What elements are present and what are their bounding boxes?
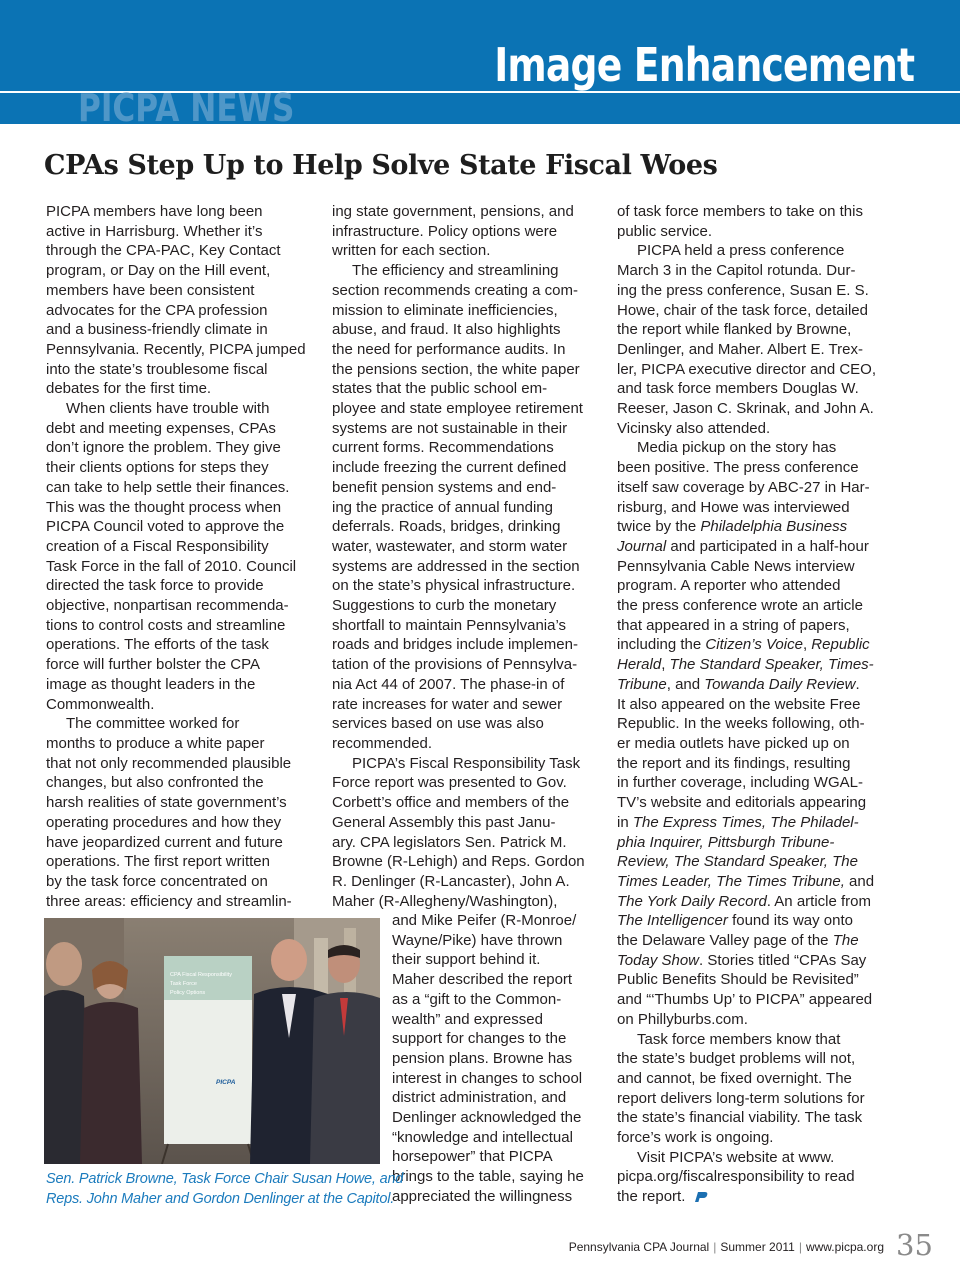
text-line: support for changes to the xyxy=(392,1030,567,1048)
text-line: section recommends creating a com- xyxy=(332,281,578,299)
text-line: recommended. xyxy=(332,734,433,752)
text-line: Pennsylvania. Recently, PICPA jumped xyxy=(46,340,306,358)
text-line: as a “gift to the Common- xyxy=(392,990,562,1008)
photo-caption xyxy=(46,1169,404,1209)
text-line: PICPA held a press conference xyxy=(637,242,845,260)
text-line: PICPA members have long been xyxy=(46,203,263,220)
text-line: services based on use was also xyxy=(332,715,544,733)
italic-title: The York Daily Record xyxy=(617,892,767,910)
header-banner xyxy=(0,0,960,130)
article-column-1 xyxy=(46,202,314,911)
text-line: infrastructure. Policy options were xyxy=(332,222,558,240)
text-line: the need for performance audits. In xyxy=(332,340,566,358)
text-line: three areas: efficiency and streamlin- xyxy=(46,892,292,910)
text-line: Review, The Standard Speaker, The xyxy=(617,853,858,871)
text-line: force will further bolster the CPA xyxy=(46,656,260,674)
text-line: deferrals. Roads, bridges, drinking xyxy=(332,518,561,536)
text-line: Reeser, Jason C. Skrinak, and John A. xyxy=(617,400,874,418)
text-run: and participated in a half-hour xyxy=(666,537,869,555)
text-line: Corbett’s office and members of the xyxy=(332,794,570,812)
text-line: nia Act 44 of 2007. The phase-in of xyxy=(332,675,565,693)
text-line xyxy=(617,1187,885,1207)
footer-separator: | xyxy=(713,1240,717,1254)
journal-name: Pennsylvania CPA Journal xyxy=(568,1240,710,1254)
publication-section-label: PICPA NEWS xyxy=(78,86,295,130)
text-line: and task force members Douglas W. xyxy=(617,380,859,398)
text-line: directed the task force to provide xyxy=(46,577,264,595)
text-line: through the CPA-PAC, Key Contact xyxy=(46,242,281,260)
text-line: Public Benefits Should be Revisited” xyxy=(617,971,859,989)
text-line: in further coverage, including WGAL- xyxy=(617,774,863,792)
section-title: Image Enhancement xyxy=(493,38,914,92)
text-line: changes, but also confronted the xyxy=(46,774,264,792)
text-line: objective, nonpartisan recommenda- xyxy=(46,597,289,615)
text-line: the pensions section, the white paper xyxy=(332,360,580,378)
article-headline: CPAs Step Up to Help Solve State Fiscal Woes xyxy=(44,150,718,181)
text-line: Denlinger acknowledged the xyxy=(392,1109,582,1127)
text-line: and “‘Thumbs Up’ to PICPA” appeared xyxy=(617,991,873,1009)
text-line: The efficiency and streamlining xyxy=(352,262,559,280)
text-line: the state’s budget problems will not, xyxy=(617,1050,856,1068)
text-line: the report while flanked by Browne, xyxy=(617,321,852,339)
text-line: on the state’s physical infrastructure. xyxy=(332,577,576,595)
text-line: mission to eliminate inefficiencies, xyxy=(332,301,558,319)
text-line: Howe, chair of the task force, detailed xyxy=(617,301,868,319)
text-line: horsepower” that PICPA xyxy=(392,1148,553,1166)
text-line: report delivers long-term solutions for xyxy=(617,1089,865,1107)
text-line: program. A reporter who attended xyxy=(617,577,841,595)
text-line: active in Harrisburg. Whether it’s xyxy=(46,222,263,240)
text-line: Republic. In the weeks following, oth- xyxy=(617,715,865,733)
text-line: roads and bridges include implemen- xyxy=(332,636,578,654)
text-line: Task force members know that xyxy=(637,1030,841,1048)
text-line: and Mike Peifer (R-Monroe/ xyxy=(392,912,577,929)
text-line: PICPA’s Fiscal Responsibility Task xyxy=(352,754,581,772)
text-run: , and xyxy=(666,675,705,693)
italic-title: Times Leader, The Times Tribune, xyxy=(617,872,845,890)
text-line xyxy=(617,517,885,537)
text-line: interest in changes to school xyxy=(392,1069,583,1087)
text-line: their support behind it. xyxy=(392,951,541,969)
italic-title: Republic xyxy=(811,636,870,654)
text-run: including the xyxy=(617,636,706,654)
text-line: Visit PICPA’s website at www. xyxy=(637,1148,835,1166)
text-line xyxy=(617,537,885,557)
text-line xyxy=(617,951,885,971)
text-line: ing state government, pensions, and xyxy=(332,203,574,220)
text-line xyxy=(617,813,885,833)
text-line: appreciated the willingness xyxy=(392,1187,573,1205)
article-column-2 xyxy=(332,202,600,911)
text-line: that not only recommended plausible xyxy=(46,754,292,772)
text-line: force’s work is ongoing. xyxy=(617,1129,774,1147)
text-line: advocates for the CPA profession xyxy=(46,301,268,319)
text-line: systems are addressed in the section xyxy=(332,557,580,575)
text-line: ing the press conference, Susan E. S. xyxy=(617,281,869,299)
text-line: brings to the table, saying he xyxy=(392,1168,584,1186)
italic-title: Herald xyxy=(617,656,662,674)
text-line: Maher (R-Allegheny/Washington), xyxy=(332,892,558,910)
text-line: Denlinger, and Maher. Albert E. Trex- xyxy=(617,340,863,358)
website-url: www.picpa.org xyxy=(805,1240,884,1254)
text-line: include freezing the current defined xyxy=(332,459,567,477)
text-line: “knowledge and intellectual xyxy=(392,1128,573,1146)
press-conference-photo xyxy=(44,918,380,1164)
text-line: and a business-friendly climate in xyxy=(46,321,268,339)
text-line: tation of the provisions of Pennsylva- xyxy=(332,656,578,674)
page-number: 35 xyxy=(896,1228,933,1262)
text-line: General Assembly this past Janu- xyxy=(332,813,556,831)
text-line: debt and meeting expenses, CPAs xyxy=(46,419,276,437)
caption-line: Sen. Patrick Browne, Task Force Chair Susan Howe, and xyxy=(46,1171,404,1187)
text-line: and cannot, be fixed overnight. The xyxy=(617,1069,852,1087)
text-line xyxy=(617,911,885,931)
text-line: Maher described the report xyxy=(392,971,573,989)
text-line: states that the public school em- xyxy=(332,380,548,398)
text-line: TV’s website and editorials appearing xyxy=(617,794,867,812)
text-line: Task Force in the fall of 2010. Council xyxy=(46,557,297,575)
italic-title: Towanda Daily Review xyxy=(704,675,856,693)
text-run: the report. xyxy=(617,1188,686,1206)
text-line: Pennsylvania Cable News interview xyxy=(617,557,855,575)
text-line: pension plans. Browne has xyxy=(392,1049,573,1067)
footer-separator: | xyxy=(798,1240,802,1254)
text-run: , xyxy=(661,656,670,674)
italic-title: Today Show xyxy=(617,951,700,969)
text-line: into the state’s troublesome fiscal xyxy=(46,360,268,378)
text-line: debates for the first time. xyxy=(46,380,212,398)
text-line: When clients have trouble with xyxy=(66,400,270,418)
text-line: This was the thought process when xyxy=(46,498,282,516)
text-line: the report and its findings, resulting xyxy=(617,754,851,772)
text-line: ary. CPA legislators Sen. Patrick M. xyxy=(332,833,567,851)
text-line: members have been consistent xyxy=(46,281,255,299)
text-line: program, or Day on the Hill event, xyxy=(46,262,271,280)
text-run: twice by the xyxy=(617,518,701,536)
text-line: written for each section. xyxy=(332,242,491,260)
text-run: found its way onto xyxy=(727,912,853,930)
text-line: don’t ignore the problem. They give xyxy=(46,439,281,457)
text-line: Browne (R-Lehigh) and Reps. Gordon xyxy=(332,853,585,871)
text-run: in xyxy=(617,813,633,831)
photo-illustration xyxy=(44,918,380,1164)
text-line: operating procedures and how they xyxy=(46,813,282,831)
text-line: Suggestions to curb the monetary xyxy=(332,597,557,615)
text-line: can take to help settle their finances. xyxy=(46,478,290,496)
text-line: shortfall to maintain Pennsylvania’s xyxy=(332,616,567,634)
text-line: operations. The first report written xyxy=(46,853,270,871)
picpa-end-mark-icon xyxy=(691,1191,709,1203)
text-line: on Phillyburbs.com. xyxy=(617,1010,748,1028)
text-line xyxy=(617,655,885,675)
text-line: public service. xyxy=(617,222,713,240)
italic-title: Citizen’s Voice xyxy=(705,636,803,654)
text-line: of task force members to take on this xyxy=(617,203,863,220)
italic-title: Tribune xyxy=(617,675,667,693)
text-line: The committee worked for xyxy=(66,715,240,733)
italic-title: The Express Times, The Philadel- xyxy=(632,813,859,831)
text-line: have jeopardized current and future xyxy=(46,833,283,851)
text-line: risburg, and Howe was interviewed xyxy=(617,498,850,516)
text-line: Tribune, and Towanda Daily Review. xyxy=(617,675,860,693)
text-line: Media pickup on the story has xyxy=(637,439,837,457)
text-run: and xyxy=(844,872,875,890)
text-line: phia Inquirer, Pittsburgh Tribune- xyxy=(617,833,835,851)
text-run: the Delaware Valley page of the xyxy=(617,932,833,950)
text-line xyxy=(617,635,885,655)
text-line: ing the practice of annual funding xyxy=(332,498,553,516)
text-line: been positive. The press conference xyxy=(617,459,859,477)
italic-title: The xyxy=(832,932,859,950)
text-line: by the task force concentrated on xyxy=(46,872,268,890)
text-line: the press conference wrote an article xyxy=(617,597,863,615)
text-line: ployee and state employee retirement xyxy=(332,400,583,418)
text-line xyxy=(617,872,885,892)
text-line: harsh realities of state government’s xyxy=(46,794,287,812)
text-line: water, wastewater, and storm water xyxy=(332,537,568,555)
text-line: abuse, and fraud. It also highlights xyxy=(332,321,561,339)
italic-title: Journal xyxy=(617,537,667,555)
text-line: tions to control costs and streamline xyxy=(46,616,286,634)
italic-title: The Standard Speaker, Times- xyxy=(669,656,874,674)
text-run: . An article from xyxy=(766,892,871,910)
text-line: It also appeared on the website Free xyxy=(617,695,861,713)
text-run: . Stories titled “CPAs Say xyxy=(699,951,867,969)
text-line: Wayne/Pike) have thrown xyxy=(392,931,563,949)
text-line: wealth” and expressed xyxy=(392,1010,543,1028)
text-line: their clients options for steps they xyxy=(46,459,269,477)
poster-title-line: Task Force xyxy=(170,981,197,987)
text-line: ler, PICPA executive director and CEO, xyxy=(617,360,877,378)
text-line: R. Denlinger (R-Lancaster), John A. xyxy=(332,872,570,890)
text-line: benefit pension systems and end- xyxy=(332,478,557,496)
article-column-2-lower xyxy=(392,911,600,1207)
text-line xyxy=(617,892,885,912)
poster-logo: PICPA xyxy=(216,1079,236,1086)
poster-title-line: Policy Options xyxy=(170,990,206,996)
text-line: itself saw coverage by ABC-27 in Har- xyxy=(617,478,870,496)
text-run: , xyxy=(802,636,812,654)
italic-title: The Intelligencer xyxy=(617,912,728,930)
caption-line: Reps. John Maher and Gordon Denlinger at the Capitol. xyxy=(46,1191,395,1207)
issue-date: Summer 2011 xyxy=(720,1240,795,1254)
text-line: creation of a Fiscal Responsibility xyxy=(46,537,269,555)
text-line: Force report was presented to Gov. xyxy=(332,774,567,792)
text-line: that appeared in a string of papers, xyxy=(617,616,850,634)
text-line: Commonwealth. xyxy=(46,695,155,713)
text-line xyxy=(617,931,885,951)
page-footer xyxy=(569,1240,884,1254)
poster-title-line: CPA Fiscal Responsibility xyxy=(170,972,232,978)
article-column-3 xyxy=(617,202,885,1207)
text-line: picpa.org/fiscalresponsibility to read xyxy=(617,1168,855,1186)
text-line: rate increases for water and sewer xyxy=(332,695,563,713)
text-line: March 3 in the Capitol rotunda. Dur- xyxy=(617,262,856,280)
text-line: the state’s financial viability. The task xyxy=(617,1109,863,1127)
text-line: PICPA Council voted to approve the xyxy=(46,518,285,536)
italic-title: Philadelphia Business xyxy=(700,518,848,536)
text-line: current forms. Recommendations xyxy=(332,439,554,457)
text-line: operations. The efforts of the task xyxy=(46,636,269,654)
text-line: district administration, and xyxy=(392,1089,567,1107)
text-line: months to produce a white paper xyxy=(46,734,265,752)
text-line: systems are not sustainable in their xyxy=(332,419,568,437)
text-line: er media outlets have picked up on xyxy=(617,734,850,752)
text-line: image as thought leaders in the xyxy=(46,675,256,693)
text-line: Vicinsky also attended. xyxy=(617,419,771,437)
